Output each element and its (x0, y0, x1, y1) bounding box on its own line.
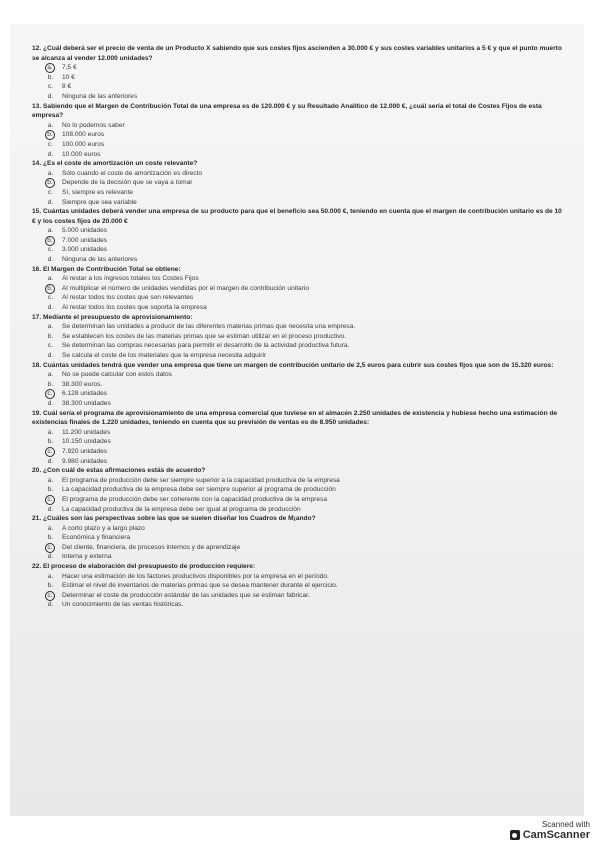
option-letter: b. (47, 534, 54, 542)
option-text: 9.980 unidades (62, 457, 108, 465)
answer-option (46, 293, 562, 303)
option-letter: d. (47, 553, 54, 561)
option-list (46, 370, 562, 408)
option-letter: c. (47, 83, 54, 91)
option-letter: b. (47, 486, 54, 494)
option-letter: d. (47, 457, 54, 465)
camscanner-icon (510, 830, 520, 840)
answer-option (46, 524, 562, 534)
option-text: 10.150 unidades (62, 438, 111, 446)
option-letter: a. (47, 275, 54, 283)
option-list (46, 524, 562, 562)
option-letter: b. (47, 380, 54, 388)
option-text: 7.920 unidades (62, 447, 108, 455)
question-text: 16. El Margen de Contribución Total se obtiene: (32, 265, 181, 273)
option-text: Se determinan las compras necesarias para permitir el desarrollo de la actividad productiva futura. (62, 342, 350, 350)
answer-option (46, 92, 562, 102)
option-letter: b. (45, 130, 55, 140)
option-list (46, 63, 562, 101)
brand-name: CamScanner (522, 829, 590, 841)
answer-option (46, 121, 562, 131)
question-block (32, 207, 562, 265)
option-text: Sólo cuando el coste de amortización es directo (62, 169, 203, 177)
option-letter: c. (45, 447, 55, 457)
option-letter: d. (47, 601, 54, 609)
option-letter: d. (47, 150, 54, 158)
answer-option (46, 255, 562, 265)
question-block (32, 159, 562, 207)
option-letter: d. (47, 92, 54, 100)
option-text: Se determinan las unidades a producir de las diferentes materias primas que necesita una empresa. (62, 323, 356, 331)
option-list (46, 226, 562, 264)
option-text: Al restar todos los costes que soporta la empresa (62, 304, 207, 312)
option-text: 10 € (62, 73, 75, 81)
option-letter: a. (47, 323, 54, 331)
option-text: No lo podemos saber (62, 121, 125, 129)
scanner-watermark (510, 820, 590, 841)
question-text: 17. Mediante el presupuesto de aprovisionamiento: (32, 313, 193, 321)
option-text: 6.128 unidades (62, 390, 108, 398)
question-block (32, 44, 562, 102)
option-text: Determinar el coste de producción estándar de las unidades que se estiman fabricar. (62, 591, 310, 599)
option-letter: d. (47, 256, 54, 264)
option-text: Estimar el nivel de inventarios de materias primas que se desea mantener durante el ejercicio. (62, 582, 338, 590)
option-letter: d. (47, 399, 54, 407)
option-text: Hacer una estimación de los factores productivos disponibles por la empresa en el período. (62, 572, 329, 580)
question-text: 13. Sabiendo que el Margen de Contribución Total de una empresa es de 120.000 € y su Resultado Analítico de 12.000 €, ¿cuál sería el total de Costes Fijos de esta empresa? (32, 102, 542, 120)
option-list (46, 322, 562, 360)
option-letter: a. (45, 63, 55, 73)
option-list (46, 169, 562, 207)
answer-option (46, 150, 562, 160)
option-text: Al restar a los ingresos totales los Costes Fijos (62, 275, 199, 283)
answer-option (46, 198, 562, 208)
option-text: Se establecen los costes de las materias primas que se estiman utilizar en el proceso productivo. (62, 332, 347, 340)
option-letter: b. (47, 438, 54, 446)
answer-option (46, 226, 562, 236)
brand-row (510, 829, 590, 841)
question-text: 18. Cuántas unidades tendrá que vender una empresa que tiene un margen de contribución unitario de 2,5 euros para cubrir sus costes fijos que son de 15.320 euros: (32, 361, 554, 369)
answer-option (46, 303, 562, 313)
option-text: Un conocimiento de las ventas históricas. (62, 601, 184, 609)
option-letter: c. (47, 246, 54, 254)
answer-option (46, 245, 562, 255)
option-text: Siempre que sea variable (62, 198, 137, 206)
option-letter: d. (47, 198, 54, 206)
option-text: Al multiplicar el número de unidades vendidas por el margen de contribución unitario (62, 284, 310, 292)
option-text: 7.000 unidades (62, 236, 108, 244)
question-block (32, 514, 562, 562)
answer-option (46, 533, 562, 543)
option-text: El programa de producción debe ser coherente con la capacidad productiva de la empresa (62, 495, 328, 503)
answer-option (46, 552, 562, 562)
option-text: 108.000 euros (62, 131, 105, 139)
answer-option-circled (46, 447, 562, 457)
answer-option (46, 428, 562, 438)
option-list (46, 121, 562, 159)
option-text: La capacidad productiva de la empresa debe ser siempre superior al programa de producción (62, 486, 336, 494)
option-text: Sí, siempre es relevante (62, 188, 134, 196)
answer-option (46, 332, 562, 342)
question-text: 19. Cuál sería el programa de aprovisionamiento de una empresa comercial que tuviese en el almacén 2.250 unidades de existencia y hubiese hecho una estimación de existencias finales de 1.220 unidades, teniendo en cuenta que su previsión de ventas es de 8.950 unidades: (32, 409, 558, 427)
option-text: Al restar todos los costes que son relevantes (62, 294, 194, 302)
option-letter: c. (45, 543, 55, 553)
option-list (46, 476, 562, 514)
question-block (32, 562, 562, 610)
question-block (32, 265, 562, 313)
option-text: Ninguna de las anteriores (62, 256, 138, 264)
answer-option (46, 437, 562, 447)
question-text: 22. El proceso de elaboración del presupuesto de producción requiere: (32, 563, 256, 571)
option-text: Depende de la decisión que se vaya a tomar (62, 179, 193, 187)
option-letter: b. (47, 582, 54, 590)
answer-option (46, 572, 562, 582)
option-letter: c. (47, 188, 54, 196)
option-letter: d. (47, 304, 54, 312)
answer-option (46, 351, 562, 361)
option-letter: b. (47, 73, 54, 81)
option-letter: b. (45, 284, 55, 294)
option-list (46, 274, 562, 312)
answer-option (46, 169, 562, 179)
question-text: 15. Cuántas unidades deberá vender una empresa de su producto para que el beneficio sea 50.000 €, teniendo en cuenta que el margen de contribución unitario es de 10 € y los costes fijos de 20.000 € (32, 208, 562, 225)
option-text: 38.300 unidades (62, 399, 111, 407)
option-letter: c. (45, 389, 55, 399)
answer-option (46, 82, 562, 92)
option-letter: c. (45, 495, 55, 505)
answer-option-circled (46, 284, 562, 294)
question-block (32, 313, 562, 361)
option-list (46, 428, 562, 466)
answer-option-circled (46, 236, 562, 246)
option-text: 7,5 € (62, 64, 77, 72)
option-letter: c. (45, 591, 55, 601)
answer-option-circled (46, 130, 562, 140)
exam-content (32, 44, 562, 610)
answer-option-circled (46, 389, 562, 399)
answer-option (46, 476, 562, 486)
answer-option (46, 457, 562, 467)
option-letter: c. (47, 342, 54, 350)
option-text: Económica y financiera (62, 534, 131, 542)
option-letter: d. (47, 352, 54, 359)
question-block (32, 361, 562, 409)
option-text: El programa de producción debe ser siempre superior a la capacidad productiva de la empresa (62, 476, 340, 484)
answer-option (46, 73, 562, 83)
question-text: 14. ¿Es el coste de amortización un coste relevante? (32, 160, 198, 168)
question-text: 20. ¿Con cuál de estas afirmaciones estás de acuerdo? (32, 467, 206, 475)
answer-option (46, 322, 562, 332)
option-letter: a. (47, 371, 54, 379)
option-text: La capacidad productiva de la empresa debe ser igual al programa de producción (62, 505, 301, 513)
option-text: 100.000 euros (62, 140, 105, 148)
option-text: Ninguna de las anteriores (62, 92, 138, 100)
option-letter: b. (47, 332, 54, 340)
option-text: Se calcula el coste de los materiales que la empresa necesita adquirir (62, 352, 267, 359)
scanned-with-label: Scanned with (541, 820, 590, 829)
option-letter: a. (47, 524, 54, 532)
answer-option (46, 380, 562, 390)
option-text: Interna y externa (62, 553, 112, 561)
option-text: 5.000 unidades (62, 227, 108, 235)
option-letter: b. (45, 178, 55, 188)
option-letter: a. (47, 169, 54, 177)
question-block (32, 102, 562, 160)
option-letter: a. (47, 121, 54, 129)
option-text: 10.000 euros (62, 150, 101, 158)
answer-option (46, 188, 562, 198)
option-letter: a. (47, 476, 54, 484)
option-letter: c. (47, 140, 54, 148)
option-letter: a. (47, 428, 54, 436)
answer-option (46, 341, 562, 351)
option-text: No se puede calcular con estos datos (62, 371, 172, 379)
option-text: 38.300 euros. (62, 380, 103, 388)
question-block (32, 466, 562, 514)
option-text: 11.200 unidades (62, 428, 111, 436)
option-text: 3.000 unidades (62, 246, 108, 254)
answer-option-circled (46, 178, 562, 188)
option-letter: c. (47, 294, 54, 302)
option-letter: d. (47, 505, 54, 513)
question-text: 12. ¿Cuál deberá ser el precio de venta de un Producto X sabiendo que sus costes fijos ascienden a 30.000 € y sus costes variables unitarios a 5 € y que el punto muerto se alcanza al vender 12.000 unidades? (32, 45, 562, 62)
option-text: 8 € (62, 83, 72, 91)
answer-option (46, 140, 562, 150)
answer-option-circled (46, 543, 562, 553)
option-list (46, 572, 562, 610)
question-text: 21. ¿Cuáles son las perspectivas sobre las que se suelen diseñar los Cuadros de M¡ando? (32, 515, 316, 523)
option-letter: a. (47, 572, 54, 580)
answer-option-circled (46, 63, 562, 73)
answer-option-circled (46, 591, 562, 601)
answer-option (46, 370, 562, 380)
option-text: A corto plazo y a largo plazo (62, 524, 145, 532)
answer-option (46, 399, 562, 409)
answer-option (46, 581, 562, 591)
answer-option (46, 485, 562, 495)
option-letter: a. (47, 227, 54, 235)
question-block (32, 409, 562, 467)
option-letter: b. (45, 236, 55, 246)
option-text: Del cliente, financiera, de procesos internos y de aprendizaje (62, 543, 241, 551)
answer-option (46, 505, 562, 515)
answer-option (46, 274, 562, 284)
answer-option-circled (46, 495, 562, 505)
answer-option (46, 600, 562, 610)
